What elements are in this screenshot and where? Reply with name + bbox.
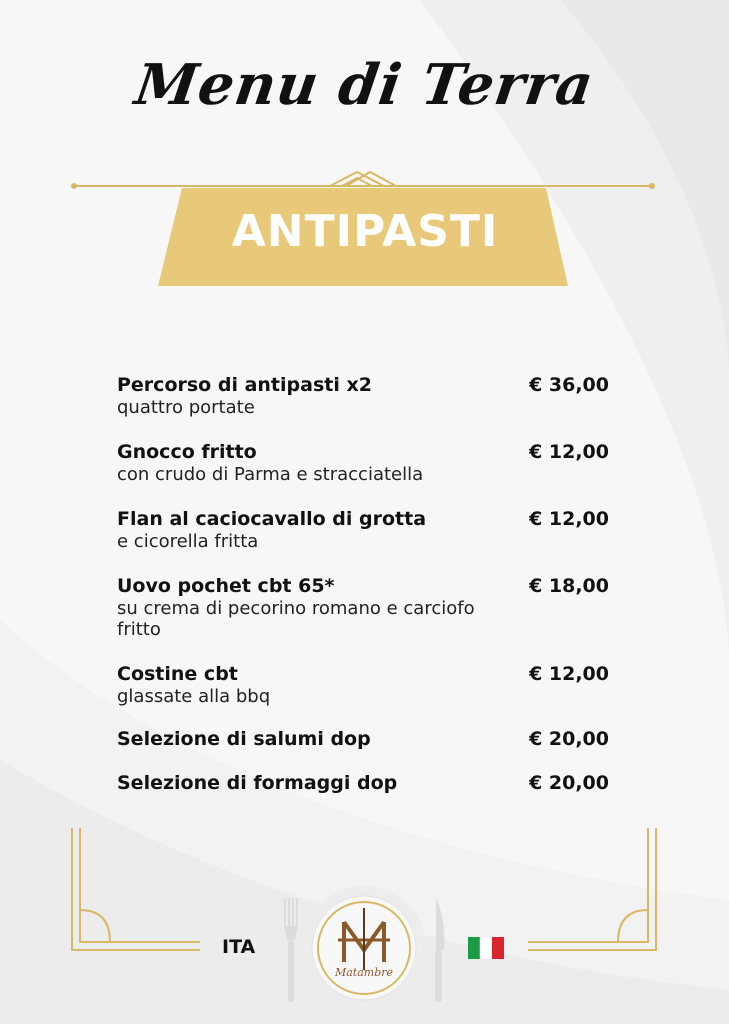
menu-list — [117, 373, 609, 795]
item-name: Percorso di antipasti x2 — [117, 374, 372, 396]
item-description: quattro portate — [117, 397, 255, 418]
footer-decoration — [0, 800, 729, 1024]
menu-item — [117, 727, 609, 751]
item-price: € 20,00 — [529, 728, 609, 750]
menu-item — [117, 440, 609, 485]
knife-icon — [435, 898, 444, 1002]
item-description: glassate alla bbq — [117, 686, 271, 707]
fork-icon — [284, 898, 298, 1002]
item-description: con crudo di Parma e stracciatella — [117, 464, 424, 485]
item-name: Selezione di salumi dop — [117, 728, 371, 750]
section-title: ANTIPASTI — [231, 206, 499, 257]
item-name: Costine cbt — [117, 663, 238, 685]
item-name: Uovo pochet cbt 65* — [117, 575, 335, 597]
item-name: Flan al caciocavallo di grotta — [117, 508, 427, 530]
item-price: € 18,00 — [529, 575, 609, 597]
item-name: Selezione di formaggi dop — [117, 772, 398, 794]
menu-item — [117, 662, 609, 707]
menu-item — [117, 507, 609, 552]
menu-item — [117, 771, 609, 795]
item-price: € 36,00 — [529, 374, 609, 396]
italian-flag-icon — [468, 937, 504, 959]
menu-title: Menu di Terra — [131, 52, 598, 118]
item-price: € 12,00 — [529, 441, 609, 463]
logo-text: Matambre — [334, 966, 394, 979]
item-name: Gnocco fritto — [117, 441, 257, 463]
item-price: € 12,00 — [529, 663, 609, 685]
plate-logo — [302, 886, 426, 1010]
language-selector[interactable]: ITA — [222, 936, 256, 958]
item-description: su crema di pecorino romano e carciofo fritto — [117, 598, 475, 640]
menu-item — [117, 373, 609, 418]
item-price: € 12,00 — [529, 508, 609, 530]
item-description: e cicorella fritta — [117, 531, 259, 552]
menu-item — [117, 574, 609, 640]
item-price: € 20,00 — [529, 772, 609, 794]
